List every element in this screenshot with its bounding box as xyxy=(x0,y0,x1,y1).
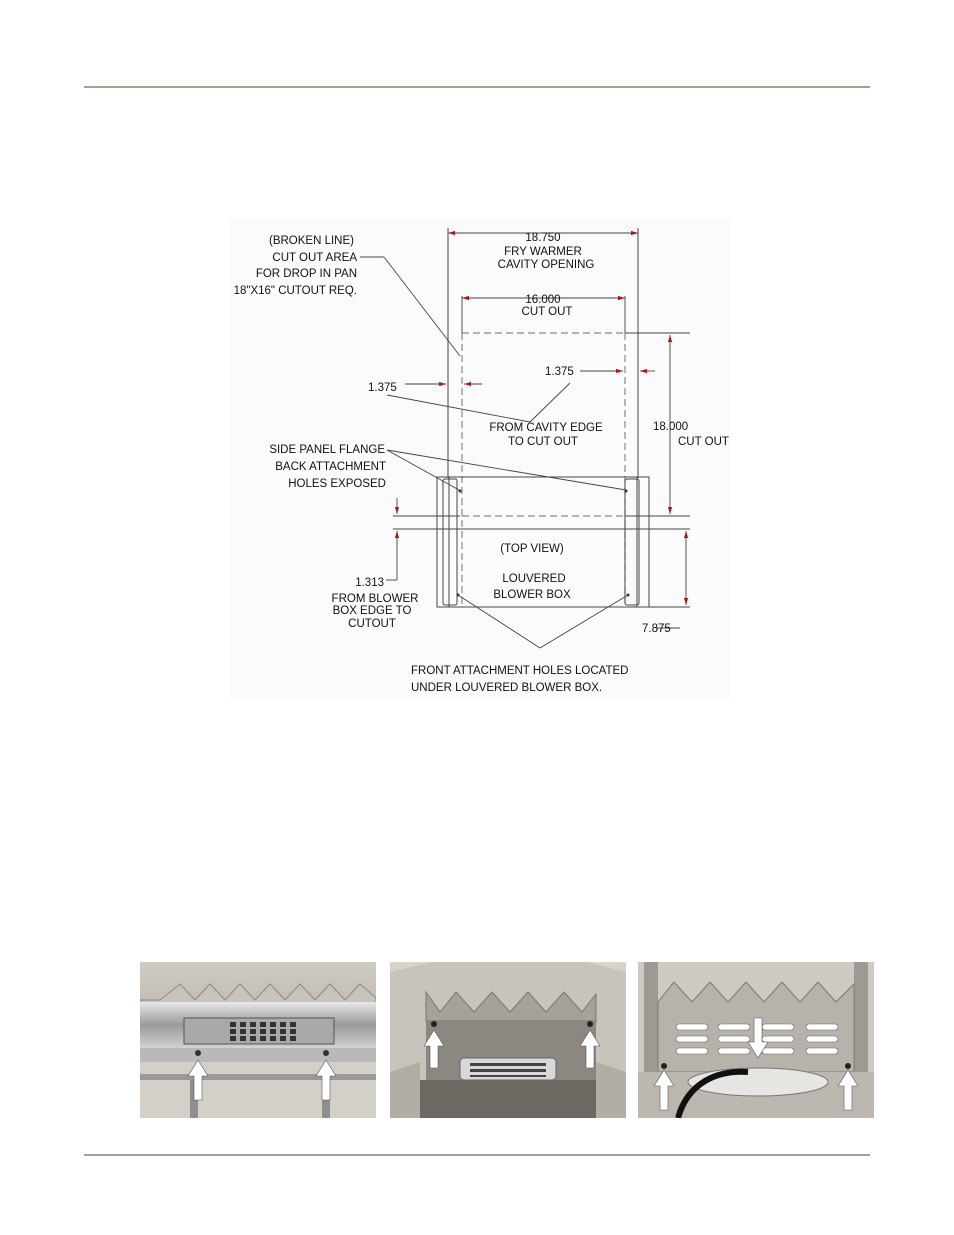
offset-label-2: TO CUT OUT xyxy=(508,436,578,448)
cut-out-area-note-4: 18"X16" CUTOUT REQ. xyxy=(233,285,357,297)
cutout-depth-label: CUT OUT xyxy=(678,436,729,448)
cutout-width-label: CUT OUT xyxy=(521,306,573,318)
blower-offset-value: 1.313 xyxy=(355,577,384,589)
cut-out-area-note-3: FOR DROP IN PAN xyxy=(255,268,357,280)
cavity-label-1: FRY WARMER xyxy=(504,246,582,258)
top-view-label: (TOP VIEW) xyxy=(500,543,564,555)
cavity-width-value: 18.750 xyxy=(525,232,561,244)
left-offset-value: 1.375 xyxy=(368,382,397,394)
blower-depth-value: 7.875 xyxy=(642,623,671,635)
cut-out-area-note-2: CUT OUT AREA xyxy=(272,252,357,264)
footer-rule xyxy=(84,1154,870,1156)
photo-front-blower-box xyxy=(140,962,376,1118)
front-holes-note-2: UNDER LOUVERED BLOWER BOX. xyxy=(411,682,603,694)
offset-label-1: FROM CAVITY EDGE xyxy=(489,422,603,434)
front-holes-note-1: FRONT ATTACHMENT HOLES LOCATED xyxy=(411,665,629,677)
blower-label-2: BLOWER BOX xyxy=(493,589,571,601)
cavity-label-2: CAVITY OPENING xyxy=(497,259,595,271)
blower-label-1: LOUVERED xyxy=(502,573,566,585)
cutout-width-value: 16.000 xyxy=(525,294,561,306)
cutout-depth-value: 18.000 xyxy=(653,421,689,433)
photo-side-panel-flange xyxy=(390,962,626,1118)
flange-note-1: SIDE PANEL FLANGE xyxy=(269,444,385,456)
flange-note-2: BACK ATTACHMENT xyxy=(275,461,386,473)
flange-note-3: HOLES EXPOSED xyxy=(288,478,386,490)
right-offset-value: 1.375 xyxy=(545,366,574,378)
blower-offset-label-3: CUTOUT xyxy=(348,618,396,630)
cut-out-area-note-1: (BROKEN LINE) xyxy=(269,235,354,247)
photo-back-attachment-holes xyxy=(638,962,874,1118)
blower-offset-label-1: FROM BLOWER xyxy=(331,593,419,605)
blower-offset-label-2: BOX EDGE TO xyxy=(332,605,412,617)
